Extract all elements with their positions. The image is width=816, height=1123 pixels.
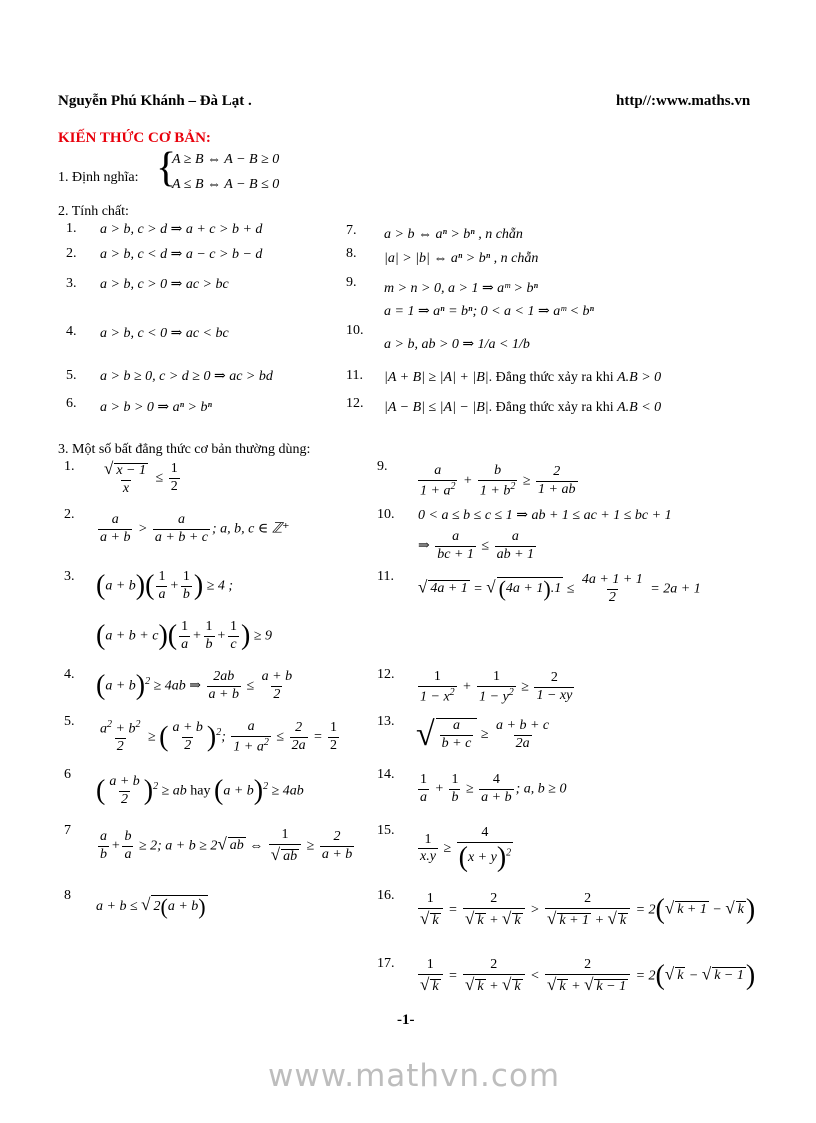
header-author: Nguyễn Phú Khánh – Đà Lạt . <box>58 93 252 109</box>
formula-6: ( $\frac{a + b}{2}$ )$^2$ ≥ ab hay $(a + b)^2 \ge 4ab$ <box>96 774 304 807</box>
formula-7: $\frac{a}{b}$ + $\frac{b}{a}$ ≥ 2; a + b ≥ 2√ ab ⇔ $\frac{1}{√ ab}$ ≥ $\frac{2}{a + b}$ <box>100 827 353 864</box>
formula-10b: ⇒ $\frac{a}{bc + 1}$ ≤ $\frac{a}{ab + 1}$ <box>418 529 535 562</box>
prop-expr: a > b, c > 0 ⇒ ac > bc <box>100 277 229 292</box>
definition-brace: { <box>156 145 177 191</box>
formula-15: $\frac{1}{x.y}$ ≥ $\frac{4}{(x + y)^2}$ <box>420 825 512 873</box>
set-note: ; a, b, c ∈ ℤ⁺ <box>212 521 290 537</box>
formula-5: $\frac{a^2 + b^2}{2}$ ≥ ( $\frac{a + b}{2}$ )$^2$; $\frac{a}{1 + a^2}$ ≤ $\frac{2}{2a}$ = $\frac{1}{2}$ <box>100 719 338 755</box>
header-url: http//:www.maths.vn <box>616 93 751 109</box>
prop-cond: A.B > 0 <box>617 370 662 385</box>
prop-number: 7. <box>346 223 357 238</box>
ineq-number: 14. <box>377 767 395 782</box>
ineq-number: 5. <box>64 714 75 729</box>
formula-13: √ $\frac{a}{b + c}$ ≥ $\frac{a + b + c}{2a}$ <box>416 716 550 753</box>
formula-4: $(a + b)^2 \ge 4ab$ ⇒ $\frac{2ab}{a + b}$ ≤ $\frac{a + b}{2}$ <box>96 669 293 702</box>
ineq-number: 1. <box>64 459 75 474</box>
formula-9: $\frac{a}{1 + a^2}$ + $\frac{b}{1 + b^2}$ ≥ $\frac{2}{1 + ab}$ <box>420 463 576 499</box>
prop-number: 12. <box>346 396 364 411</box>
formula-11: √ 4a + 1 = √ (4a + 1).1 ≤ $\frac{4a + 1 + 1}{2}$ = 2a + 1 <box>418 572 701 605</box>
prop-expr: a > b ≥ 0, c > d ≥ 0 ⇒ ac > bd <box>100 369 273 384</box>
prop-expr: a > b, c < 0 ⇒ ac < bc <box>100 326 229 341</box>
formula-14: $\frac{1}{a}$ + $\frac{1}{b}$ ≥ $\frac{4}{a + b}$ ; a, b ≥ 0 <box>420 772 567 805</box>
definition-line-2: A ≤ B ⇔ A − B ≤ 0 <box>172 177 280 192</box>
ineq-number: 2. <box>64 507 75 522</box>
formula-1: $\frac{√ x - 1}{x}$ ≤ $\frac{1}{2}$ <box>104 459 178 496</box>
prop-note: . Đẳng thức xảy ra khi <box>488 370 614 385</box>
definition-label: 1. Định nghĩa: <box>58 170 139 185</box>
formula-10a: 0 < a ≤ b ≤ c ≤ 1 ⇒ ab + 1 ≤ ac + 1 ≤ bc + 1 <box>418 508 672 523</box>
prop-number: 3. <box>66 276 77 291</box>
prop-expr-line <box>384 370 661 386</box>
ineq-number: 15. <box>377 823 395 838</box>
prop-number: 4. <box>66 324 77 339</box>
prop-number: 6. <box>66 396 77 411</box>
prop-expr: a > b, c < d ⇒ a − c > b − d <box>100 247 263 262</box>
section-title: KIẾN THỨC CƠ BẢN: <box>58 130 211 146</box>
formula-17: $\frac{1}{√ k}$ = $\frac{2}{√ k + √ k}$ < $\frac{2}{√ k + √ k - 1}$ = 2(√ k − √ k − 1) <box>420 957 756 994</box>
prop-number: 10. <box>346 323 364 338</box>
formula-12: $\frac{1}{1 - x^2}$ + $\frac{1}{1 - y^2}$ ≥ $\frac{2}{1 - xy}$ <box>420 669 573 705</box>
prop-expr: a > b, ab > 0 ⇒ 1/a < 1/b <box>384 337 530 352</box>
prop-number: 2. <box>66 246 77 261</box>
prop-number: 5. <box>66 368 77 383</box>
word-hay: hay <box>190 783 211 799</box>
ineq-number: 3. <box>64 569 75 584</box>
prop-number: 11. <box>346 368 363 383</box>
ineq-number: 4. <box>64 667 75 682</box>
prop-cond: A.B < 0 <box>617 400 662 415</box>
ineq-number: 8 <box>64 888 71 903</box>
formula-16: $\frac{1}{√ k}$ = $\frac{2}{√ k + √ k}$ > $\frac{2}{√ k + 1 + √ k}$ = 2(√ k + 1 − √ k) <box>420 891 756 928</box>
ineq-number: 16. <box>377 888 395 903</box>
prop-expr: m > n > 0, a > 1 ⇒ aᵐ > bⁿ <box>384 281 538 296</box>
ineq-number: 7 <box>64 823 71 838</box>
ineq-number: 11. <box>377 569 394 584</box>
prop-number: 8. <box>346 246 357 261</box>
prop-expr: a > b, c > d ⇒ a + c > b + d <box>100 222 263 237</box>
prop-note: . Đẳng thức xảy ra khi <box>488 400 614 415</box>
ineq-number: 10. <box>377 507 395 522</box>
prop-expr: |A + B| ≥ |A| + |B| <box>384 370 489 385</box>
page-number: -1- <box>397 1012 415 1028</box>
formula-2: $\frac{a}{a + b}$ > $\frac{a}{a + b + c}$ ; a, b, c ∈ ℤ⁺ <box>100 512 290 545</box>
properties-title: 2. Tính chất: <box>58 204 129 219</box>
ineq-number: 17. <box>377 956 395 971</box>
prop-expr: a > b ⇔ aⁿ > bⁿ , n chẵn <box>384 227 523 242</box>
prop-expr: a > b > 0 ⇒ aⁿ > bⁿ <box>100 400 212 415</box>
ineq-number: 13. <box>377 714 395 729</box>
prop-expr: |a| > |b| ⇔ aⁿ > bⁿ , n chẵn <box>384 251 539 266</box>
ineq-number: 6 <box>64 767 71 782</box>
ineq-number: 9. <box>377 459 388 474</box>
ineq-number: 12. <box>377 667 395 682</box>
prop-expr: |A − B| ≤ |A| − |B| <box>384 400 489 415</box>
inequalities-title: 3. Một số bất đẳng thức cơ bản thường dùng: <box>58 442 311 457</box>
formula-8: a + b ≤ √ 2(a + b) <box>96 894 206 919</box>
formula-3b: (a + b + c)( $\frac{1}{a}$ + $\frac{1}{b}$ + $\frac{1}{c}$ ) ≥ 9 <box>96 619 273 652</box>
formula-3a: (a + b)( $\frac{1}{a}$ + $\frac{1}{b}$ ) ≥ 4 ; <box>96 569 234 602</box>
prop-number: 9. <box>346 275 357 290</box>
definition-line-1: A ≥ B ⇔ A − B ≥ 0 <box>172 152 280 167</box>
prop-number: 1. <box>66 221 77 236</box>
prop-expr-line <box>384 400 661 416</box>
cond-14: ; a, b ≥ 0 <box>515 781 567 797</box>
prop-expr-cont: a = 1 ⇒ aⁿ = bⁿ; 0 < a < 1 ⇒ aᵐ < bⁿ <box>384 304 594 319</box>
watermark: www.mathvn.com <box>268 1058 561 1094</box>
